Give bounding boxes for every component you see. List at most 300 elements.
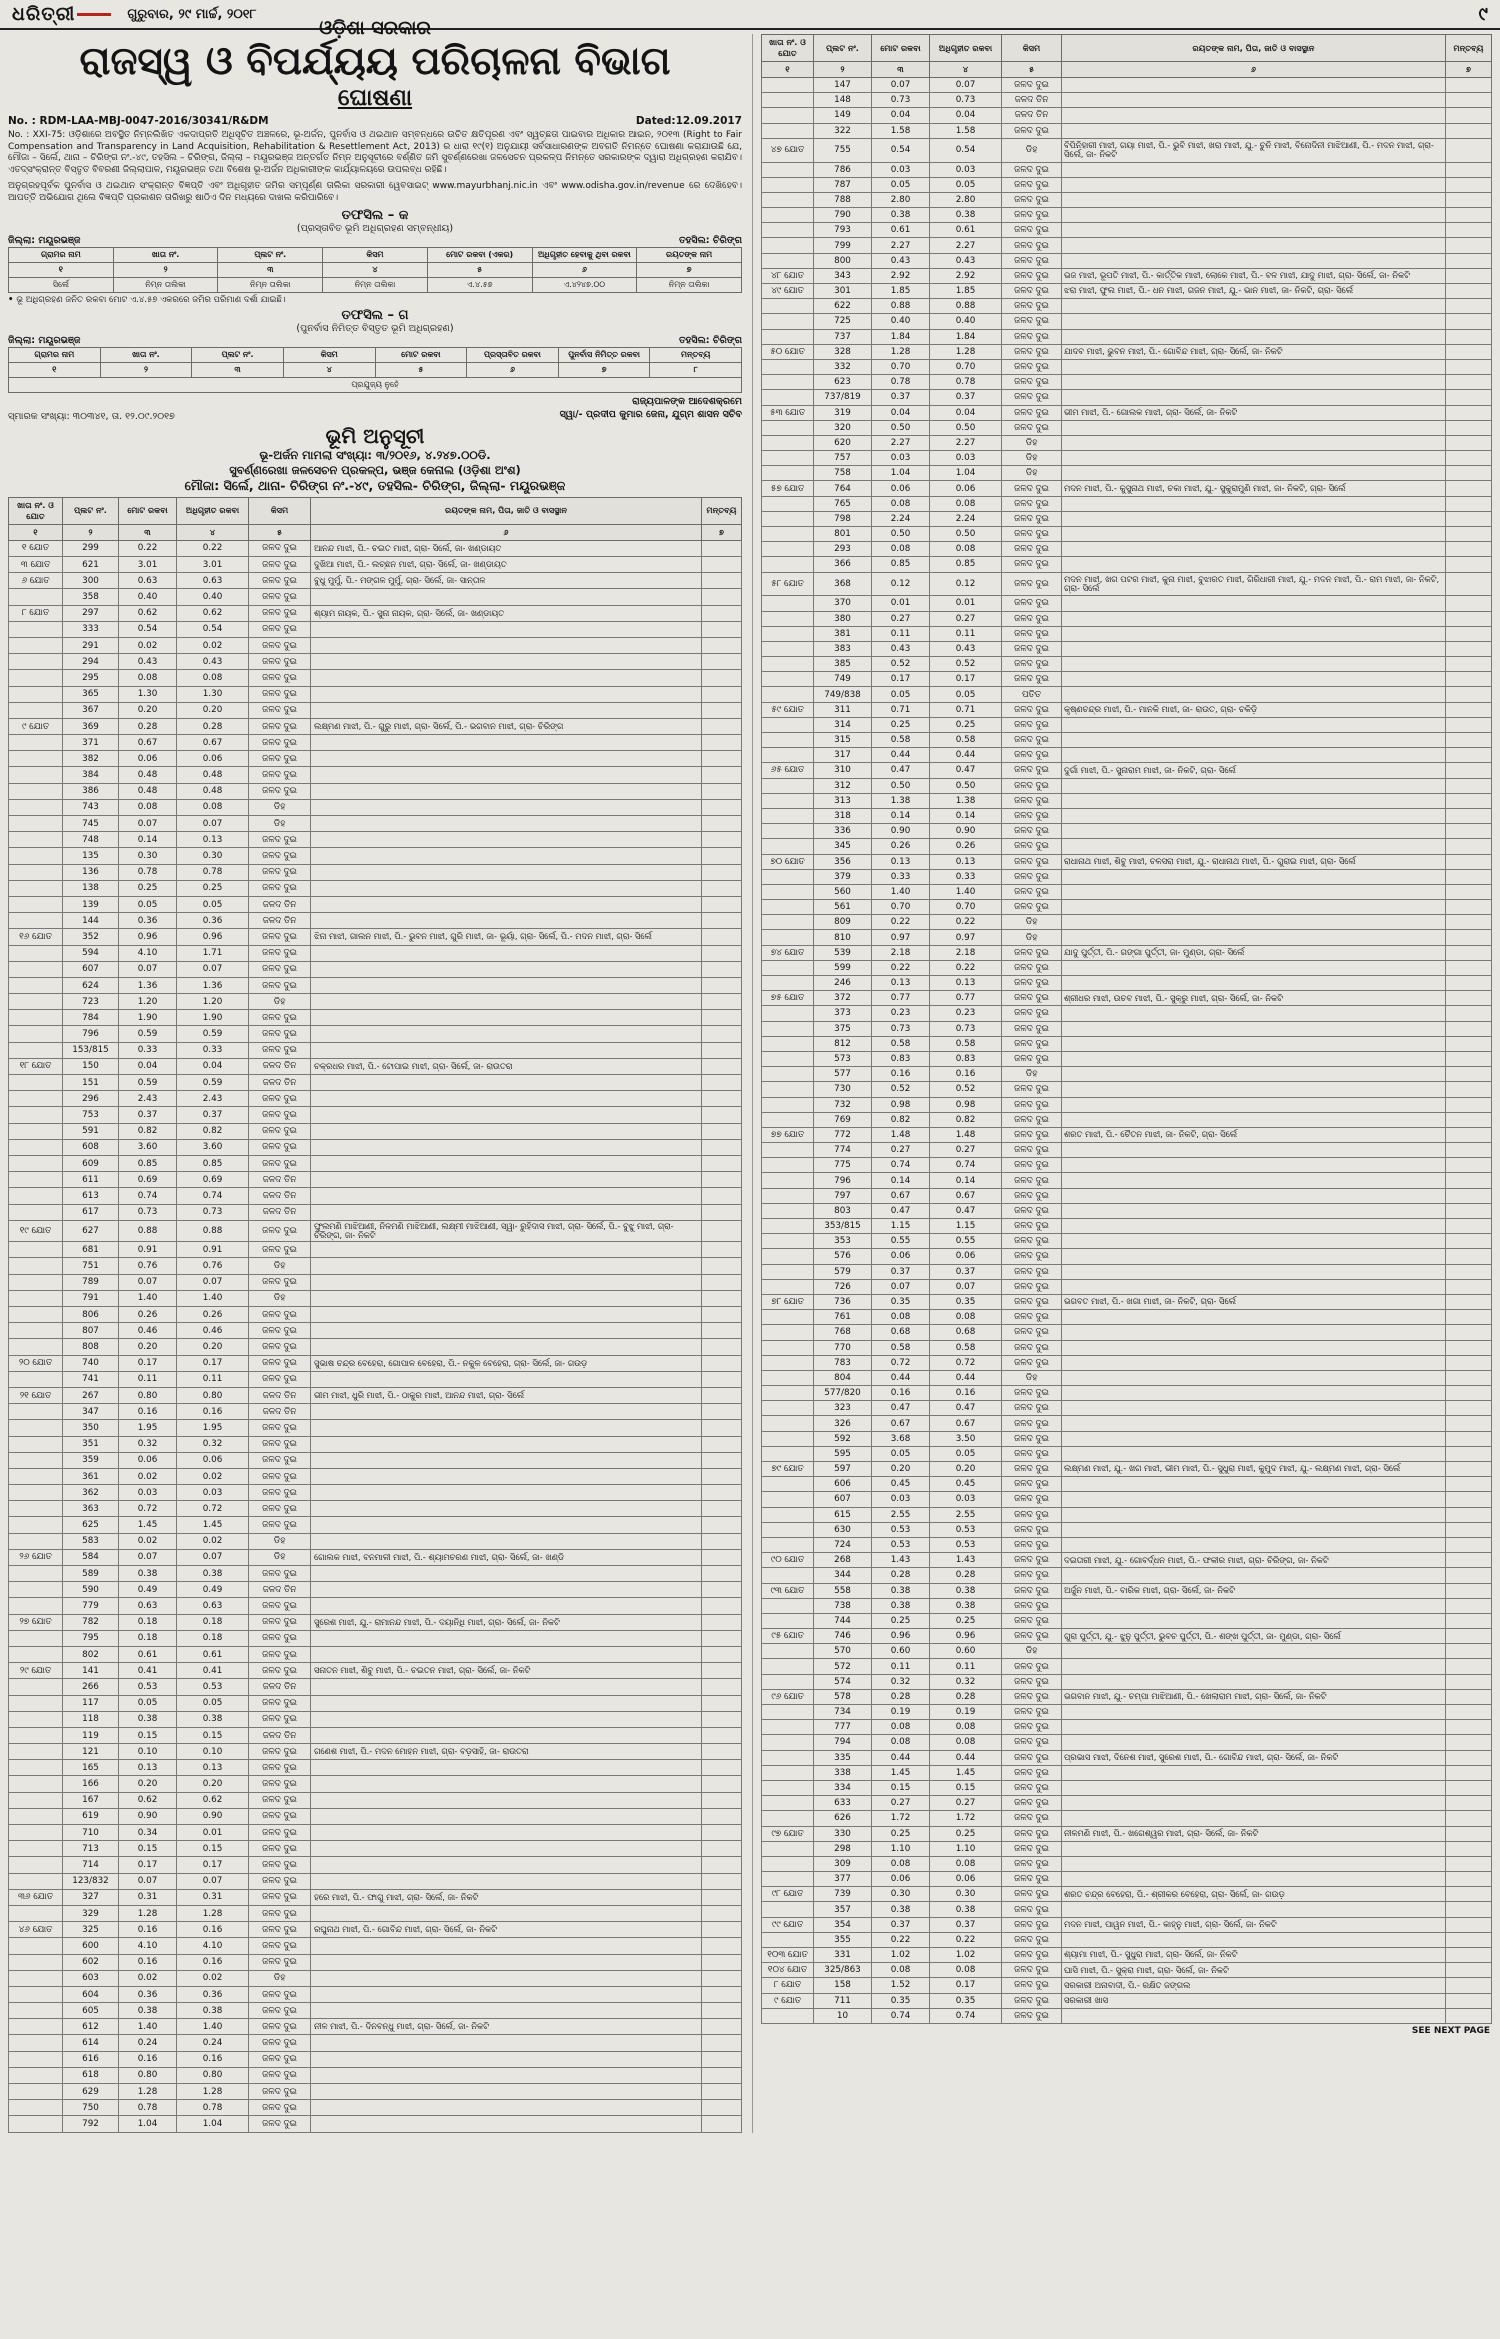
table-cell <box>1446 329 1492 344</box>
table-cell <box>702 1873 742 1889</box>
table-cell: 121 <box>63 1744 119 1760</box>
table-cell <box>311 1938 702 1954</box>
table-cell: 0.96 <box>872 1629 930 1644</box>
table-cell <box>1062 78 1446 93</box>
table-cell <box>762 1097 814 1112</box>
table-cell <box>311 2051 702 2067</box>
table-row <box>762 1112 1492 1127</box>
table-cell <box>702 1954 742 1970</box>
table-cell: 0.74 <box>872 2008 930 2023</box>
table-cell: ଜଳଦ ଦୁଇ <box>249 2084 311 2100</box>
table-cell <box>1446 420 1492 435</box>
table-cell: ଜଳଦ ଦୁଇ <box>1002 284 1062 299</box>
table-cell <box>1446 496 1492 511</box>
table-cell <box>9 1290 63 1306</box>
table-cell: ଜଳଦ ଦୁଇ <box>1002 78 1062 93</box>
table-cell <box>1062 1856 1446 1871</box>
table-cell: 0.74 <box>119 1188 177 1204</box>
table-row <box>9 1727 742 1743</box>
table-cell: ଜଳଦ ତିନ <box>249 1058 311 1074</box>
table-cell: ପ୍ରଭାସ ମାଝୀ, ଦିନେଶ ମାଝୀ, ସୁରେଶ ମାଝୀ, ପି.- ଗୋବିନ୍ଦ ମାଝୀ, ଗ୍ରା- ସିର୍ଲେ, ଜା- ନିକଟି <box>1062 1750 1446 1765</box>
table-cell: ଘାସି ମାଝୀ, ପି.- ସୁକ୍ରା ମାଝୀ, ଗ୍ରା- ସିର୍ଲେ, ଜା- ନିକଟି <box>1062 1963 1446 1978</box>
table-cell: ଜଳଦ ଦୁଇ <box>249 1873 311 1889</box>
table-cell <box>1446 1598 1492 1613</box>
column-header: ୪ <box>930 62 1002 78</box>
table-row <box>9 1711 742 1727</box>
table-cell: 795 <box>63 1630 119 1646</box>
table-cell: ଡିହ <box>1002 915 1062 930</box>
table-cell <box>311 945 702 961</box>
table-cell: ଜଳଦ ଦୁଇ <box>1002 542 1062 557</box>
table-cell: ଜଳଦ ଦୁଇ <box>249 1857 311 1873</box>
table-cell <box>311 1646 702 1662</box>
table-cell <box>702 1841 742 1857</box>
table-cell: ଜଳଦ ଦୁଇ <box>249 1452 311 1468</box>
table-row <box>762 1188 1492 1203</box>
table-cell: 799 <box>814 238 872 253</box>
table-cell: ଜଳଦ ଦୁଇ <box>249 751 311 767</box>
table-cell: 633 <box>814 1796 872 1811</box>
table-cell: 0.16 <box>177 1954 249 1970</box>
table-cell: 0.90 <box>930 824 1002 839</box>
table-row <box>762 93 1492 108</box>
table-cell: ଦଇତାରୀ ମାଝୀ, ଯୁ.- ଗୋବର୍ଦ୍ଧନ ମାଝୀ, ପି.- ଫକୀର ମାଝୀ, ଗ୍ରା- ଚିରିଙ୍ଗ, ଜା- ନିକଟି <box>1062 1553 1446 1568</box>
table-cell <box>1446 466 1492 481</box>
table-cell <box>9 1339 63 1355</box>
table-row <box>9 557 742 573</box>
not-applicable-note: ପ୍ରଯୁଜ୍ୟ ନୁହେଁ <box>9 378 742 393</box>
table-cell <box>762 1158 814 1173</box>
table-cell: 0.77 <box>930 991 1002 1006</box>
table-row <box>762 626 1492 641</box>
table-cell <box>1446 869 1492 884</box>
table-cell: ଜଳଦ ଦୁଇ <box>1002 481 1062 496</box>
table-cell: ଜଳଦ ଦୁଇ <box>1002 1477 1062 1492</box>
table-cell: 681 <box>63 1242 119 1258</box>
table-cell: 141 <box>63 1663 119 1679</box>
table-cell: 732 <box>814 1097 872 1112</box>
table-row <box>9 1355 742 1371</box>
table-cell <box>311 1042 702 1058</box>
table-cell <box>702 605 742 621</box>
table-row <box>762 884 1492 899</box>
table-cell: ଜଳଦ ଦୁଇ <box>1002 657 1062 672</box>
table-row <box>762 1978 1492 1993</box>
table-cell: 0.68 <box>872 1325 930 1340</box>
table-cell: 0.22 <box>872 1932 930 1947</box>
table-cell: 0.48 <box>119 767 177 783</box>
table-cell: 1.02 <box>872 1948 930 1963</box>
table-cell <box>762 1401 814 1416</box>
table-cell <box>311 1172 702 1188</box>
table-cell <box>311 621 702 637</box>
table-cell: 558 <box>814 1583 872 1598</box>
table-row <box>762 162 1492 177</box>
table-cell <box>1446 976 1492 991</box>
table-cell <box>9 1517 63 1533</box>
table-cell <box>9 1452 63 1468</box>
table-cell: 798 <box>814 511 872 526</box>
table-cell <box>1446 1644 1492 1659</box>
column-header: କିସମ <box>323 248 428 263</box>
table-cell: ଜଳଦ ଦୁଇ <box>249 864 311 880</box>
table-cell <box>9 1404 63 1420</box>
table-row <box>762 223 1492 238</box>
table-cell: ୯୦ ଯୋତ <box>762 1553 814 1568</box>
table-cell: 331 <box>814 1948 872 1963</box>
table-cell <box>702 1614 742 1630</box>
table-cell: ଜଳଦ ଦୁଇ <box>1002 496 1062 511</box>
table-cell: 0.22 <box>930 1932 1002 1947</box>
table-cell <box>762 1082 814 1097</box>
table-cell <box>762 123 814 138</box>
table-cell <box>762 1219 814 1234</box>
table-cell: 589 <box>63 1566 119 1582</box>
table-cell <box>311 1533 702 1549</box>
table-cell <box>702 1387 742 1403</box>
table-cell: ଜଳଦ ଦୁଇ <box>1002 268 1062 283</box>
table-row <box>762 1553 1492 1568</box>
table-cell <box>1446 208 1492 223</box>
table-cell: ୫୯ ଯୋତ <box>762 702 814 717</box>
table-cell: ଜଳଦ ଦୁଇ <box>1002 123 1062 138</box>
table-cell: ଡିହ <box>1002 435 1062 450</box>
table-cell: 0.50 <box>930 420 1002 435</box>
table-cell <box>702 1938 742 1954</box>
table-cell: 0.45 <box>872 1477 930 1492</box>
column-header: କିସମ <box>1002 35 1062 62</box>
table-cell: 0.71 <box>872 702 930 717</box>
table-cell <box>9 1323 63 1339</box>
column-header: ପ୍ଲଟ ନଂ. <box>192 348 284 363</box>
table-row <box>9 1339 742 1355</box>
table-cell: 0.08 <box>119 670 177 686</box>
table-cell: ରଘୁନାଥ ମାଝୀ, ପି.- ଗୋବିନ୍ଦ ମାଝୀ, ଗ୍ରା- ସିର୍ଲେ, ଜା- ନିକଟି <box>311 1922 702 1938</box>
table-cell <box>1446 1127 1492 1142</box>
table-cell <box>9 1274 63 1290</box>
table-cell <box>311 1485 702 1501</box>
table-cell <box>1446 778 1492 793</box>
column-header: ଖାତା ନଂ. <box>113 248 218 263</box>
table-cell <box>702 1792 742 1808</box>
table-row <box>9 278 742 293</box>
table-cell <box>9 1727 63 1743</box>
table-cell: 0.98 <box>930 1097 1002 1112</box>
table-cell <box>702 1711 742 1727</box>
table-cell: 561 <box>814 900 872 915</box>
table-cell <box>1446 1294 1492 1309</box>
table-cell <box>1446 1507 1492 1522</box>
table-row <box>762 542 1492 557</box>
table-cell <box>1062 2008 1446 2023</box>
table-cell: 0.17 <box>177 1857 249 1873</box>
table-cell: 0.63 <box>119 573 177 589</box>
table-cell: 0.07 <box>930 78 1002 93</box>
table-cell: ୪୭ ଯୋତ <box>762 138 814 162</box>
table-cell: 753 <box>63 1107 119 1123</box>
table-cell <box>1062 1203 1446 1218</box>
table-cell: 1.40 <box>872 884 930 899</box>
table-cell: 384 <box>63 767 119 783</box>
table-cell: 807 <box>63 1323 119 1339</box>
table-cell: 0.22 <box>177 540 249 556</box>
table-cell: 616 <box>63 2051 119 2067</box>
table-row <box>762 1841 1492 1856</box>
table-row <box>762 1963 1492 1978</box>
table-cell: 1.04 <box>177 2116 249 2132</box>
table-cell <box>762 299 814 314</box>
table-cell: 603 <box>63 1970 119 1986</box>
table-cell: 0.38 <box>930 1598 1002 1613</box>
table-cell: ଜଳଦ ଦୁଇ <box>1002 1507 1062 1522</box>
table-cell <box>1062 1158 1446 1173</box>
table-cell: ଜଳଦ ଦୁଇ <box>249 1010 311 1026</box>
table-cell <box>702 977 742 993</box>
table-row <box>762 1492 1492 1507</box>
table-cell: 1.40 <box>930 884 1002 899</box>
table-cell: 0.02 <box>177 1533 249 1549</box>
table-cell: 0.88 <box>872 299 930 314</box>
table-cell <box>762 1750 814 1765</box>
table-cell: 0.35 <box>930 1993 1002 2008</box>
table-cell <box>1446 572 1492 596</box>
table-cell: 0.35 <box>930 1294 1002 1309</box>
table-cell: 350 <box>63 1420 119 1436</box>
table-cell <box>1062 1036 1446 1051</box>
table-cell <box>9 1825 63 1841</box>
table-row <box>9 1042 742 1058</box>
table-cell: ଜଳଦ ଦୁଇ <box>1002 192 1062 207</box>
table-cell: 775 <box>814 1158 872 1173</box>
table-cell: ଶ୍ୟାମା ମାଝୀ, ପି.- ସୁଧୁରା ମାଝୀ, ଗ୍ରା- ସିର୍ଲେ, ଜା- ନିକଟି <box>1062 1948 1446 1963</box>
table-cell <box>1446 1431 1492 1446</box>
table-cell: 0.47 <box>930 1203 1002 1218</box>
table-cell: 0.53 <box>930 1522 1002 1537</box>
table-cell: ଲକ୍ଷ୍ମଣ ମାଝୀ, ପି.- ଗୁରୁ ମାଝୀ, ଗ୍ରା- ସିର୍ଲେ, ପି.- ଭଗବାନ ମାଝୀ, ଗ୍ରା- ଚିରିଙ୍ଗ <box>311 718 702 734</box>
table-cell: ୧୦୩ ଯୋତ <box>762 1948 814 1963</box>
table-cell <box>1446 884 1492 899</box>
table-cell <box>702 799 742 815</box>
table-row <box>762 1143 1492 1158</box>
table-cell: 0.60 <box>930 1644 1002 1659</box>
table-cell: ୭୯ ଯୋତ <box>762 1462 814 1477</box>
table-cell: ଜଳଦ ଦୁଇ <box>1002 793 1062 808</box>
table-cell: 0.07 <box>177 1873 249 1889</box>
table-row <box>762 208 1492 223</box>
table-cell <box>762 1811 814 1826</box>
table-cell: 0.40 <box>872 314 930 329</box>
table-cell <box>1446 1401 1492 1416</box>
table-cell <box>702 1172 742 1188</box>
table-cell: 0.78 <box>872 375 930 390</box>
table-cell: ଡିହ <box>249 1549 311 1565</box>
table-row <box>9 735 742 751</box>
table-row <box>762 1021 1492 1036</box>
column-header: ୭ <box>637 263 742 278</box>
table-cell <box>311 1258 702 1274</box>
table-cell: 0.11 <box>872 1659 930 1674</box>
table-cell: 0.38 <box>119 1566 177 1582</box>
table-row <box>762 1598 1492 1613</box>
column-header: ପ୍ଲଟ ନଂ. <box>63 497 119 524</box>
table-cell: ଜଳଦ ଦୁଇ <box>249 1371 311 1387</box>
table-cell: 0.62 <box>119 1792 177 1808</box>
table-cell: 0.58 <box>872 1340 930 1355</box>
table-cell: 560 <box>814 884 872 899</box>
table-cell: 0.44 <box>930 1750 1002 1765</box>
land-case-number: ଭୂ-ଅର୍ଜନ ମାମଲା ସଂଖ୍ୟା: ୩/୨୦୧୬, ୪.୨୪୭.୦୦ଡି. <box>259 447 491 462</box>
table-cell: 0.63 <box>177 573 249 589</box>
table-cell <box>9 2035 63 2051</box>
table-cell: ଶରତ ମାଝୀ, ପି.- ଚୈତନ ମାଝୀ, ଜା- ନିକଟି, ଗ୍ରା- ସିର୍ଲେ <box>1062 1127 1446 1142</box>
table-cell: 0.40 <box>930 314 1002 329</box>
table-cell: 147 <box>814 78 872 93</box>
table-cell <box>1446 375 1492 390</box>
table-row <box>762 1537 1492 1552</box>
table-cell: 0.38 <box>119 2003 177 2019</box>
table-row <box>9 1307 742 1323</box>
table-cell <box>9 1857 63 1873</box>
table-cell: ଜଳଦ ଦୁଇ <box>249 1630 311 1646</box>
table-cell: 0.13 <box>177 1760 249 1776</box>
table-cell: 621 <box>63 557 119 573</box>
table-cell <box>1446 1902 1492 1917</box>
table-cell: ଜଳଦ ଦୁଇ <box>1002 717 1062 732</box>
table-cell: 0.22 <box>872 915 930 930</box>
table-cell <box>9 1123 63 1139</box>
table-row <box>762 1097 1492 1112</box>
table-cell: 293 <box>814 542 872 557</box>
table-cell: 0.32 <box>930 1674 1002 1689</box>
table-cell: ଜଳଦ ଦୁଇ <box>1002 1188 1062 1203</box>
table-cell <box>762 177 814 192</box>
table-row <box>9 994 742 1010</box>
table-cell <box>9 913 63 929</box>
table-cell: 0.53 <box>872 1537 930 1552</box>
table-cell <box>702 1242 742 1258</box>
table-row <box>762 641 1492 656</box>
table-row <box>9 1404 742 1420</box>
table-cell: 0.06 <box>930 481 1002 496</box>
table-row <box>762 1401 1492 1416</box>
table-cell: 0.16 <box>177 1922 249 1938</box>
table-cell: 570 <box>814 1644 872 1659</box>
table-cell <box>311 799 702 815</box>
table-cell: ରାଧାନାଥ ମାଝୀ, ଶିବୁ ମାଝୀ, ଚଳସରା ମାଝୀ, ଯୁ.- ରାଧାନାଥ ମାଝୀ, ପି.- ଗୁରାଇ ମାଝୀ, ଗ୍ରା- ସିର୍ଲେ <box>1062 854 1446 869</box>
table-cell <box>1062 1340 1446 1355</box>
table-cell: 620 <box>814 435 872 450</box>
table-cell <box>9 654 63 670</box>
table-row <box>9 848 742 864</box>
table-row <box>762 1158 1492 1173</box>
table-cell: ଜଳଦ ଦୁଇ <box>1002 2008 1062 2023</box>
table-cell <box>311 686 702 702</box>
table-cell <box>702 1139 742 1155</box>
table-row <box>762 1750 1492 1765</box>
table-cell: ଜଳଦ ଦୁଇ <box>1002 1431 1062 1446</box>
table-row <box>9 1598 742 1614</box>
table-cell: 1.15 <box>930 1219 1002 1234</box>
table-cell <box>1446 1462 1492 1477</box>
table-cell <box>762 375 814 390</box>
table-cell: 0.36 <box>177 1986 249 2002</box>
table-cell <box>762 1310 814 1325</box>
table-cell <box>702 1010 742 1026</box>
table-cell: 0.05 <box>930 1446 1002 1461</box>
table-cell: ଜଳଦ ତିନ <box>1002 93 1062 108</box>
table-cell: ଜଳଦ ଦୁଇ <box>1002 884 1062 899</box>
table-cell <box>1446 359 1492 374</box>
table-cell <box>1446 1735 1492 1750</box>
table-cell: 0.40 <box>119 589 177 605</box>
table-cell: 0.03 <box>177 1485 249 1501</box>
table-cell <box>762 778 814 793</box>
table-cell: 0.20 <box>177 1339 249 1355</box>
table-cell <box>1062 390 1446 405</box>
table-cell: 0.06 <box>872 1249 930 1264</box>
table-cell: 0.49 <box>119 1582 177 1598</box>
table-cell <box>1446 687 1492 702</box>
table-cell: 0.11 <box>119 1371 177 1387</box>
table-cell: ୪୮ ଯୋତ <box>762 268 814 283</box>
table-cell: 0.37 <box>930 390 1002 405</box>
table-cell: ଜଳଦ ଦୁଇ <box>249 929 311 945</box>
column-header: ୨ <box>63 524 119 540</box>
table-cell <box>762 839 814 854</box>
table-cell: 167 <box>63 1792 119 1808</box>
table-cell <box>702 1339 742 1355</box>
table-cell: 803 <box>814 1203 872 1218</box>
table-cell: ୬୫ ଯୋତ <box>762 763 814 778</box>
table-cell: ଜଳଦ ଦୁଇ <box>1002 976 1062 991</box>
reference-number: No. : RDM-LAA-MBJ-0047-2016/30341/R&DM <box>8 115 269 128</box>
table-cell: ଜଳଦ ଦୁଇ <box>1002 1294 1062 1309</box>
table-cell <box>1062 1492 1446 1507</box>
table-cell <box>702 1058 742 1074</box>
table-cell: 611 <box>63 1172 119 1188</box>
table-cell: ଜଳଦ ଦୁଇ <box>249 654 311 670</box>
table-cell: ଜଳଦ ଦୁଇ <box>1002 869 1062 884</box>
table-cell: ଜଳଦ ଦୁଇ <box>249 1841 311 1857</box>
table-cell: 0.08 <box>872 1720 930 1735</box>
table-cell <box>311 896 702 912</box>
table-cell: 574 <box>814 1674 872 1689</box>
table-row <box>9 637 742 653</box>
table-cell: 0.78 <box>119 2100 177 2116</box>
table-cell: 0.14 <box>930 808 1002 823</box>
table-cell <box>1062 329 1446 344</box>
table-cell <box>9 1010 63 1026</box>
reference-date: Dated:12.09.2017 <box>635 115 742 128</box>
table-cell: ଜଳଦ ଦୁଇ <box>249 1155 311 1171</box>
table-cell: 0.08 <box>177 799 249 815</box>
table-cell: 0.43 <box>930 641 1002 656</box>
table-cell <box>1062 1598 1446 1613</box>
table-row <box>762 1780 1492 1795</box>
table-cell <box>311 783 702 799</box>
table-cell <box>1446 451 1492 466</box>
table-cell: ଶ୍ରୀଧର ମାଝୀ, ଉଚବ ମାଝୀ, ପି.- ସୁକ୍ରୁ ମାଝୀ, ଗ୍ରା- ସିର୍ଲେ, ଜା- ନିକଟି <box>1062 991 1446 1006</box>
table-cell <box>9 1986 63 2002</box>
table-cell: ଜଳଦ ଦୁଇ <box>249 1501 311 1517</box>
schedule-b-table <box>8 347 742 393</box>
table-cell <box>311 735 702 751</box>
table-cell <box>762 1537 814 1552</box>
table-cell: 608 <box>63 1139 119 1155</box>
table-cell: ଡିହ <box>1002 466 1062 481</box>
column-header: ୬ <box>1062 62 1446 78</box>
table-cell: 1.43 <box>872 1553 930 1568</box>
